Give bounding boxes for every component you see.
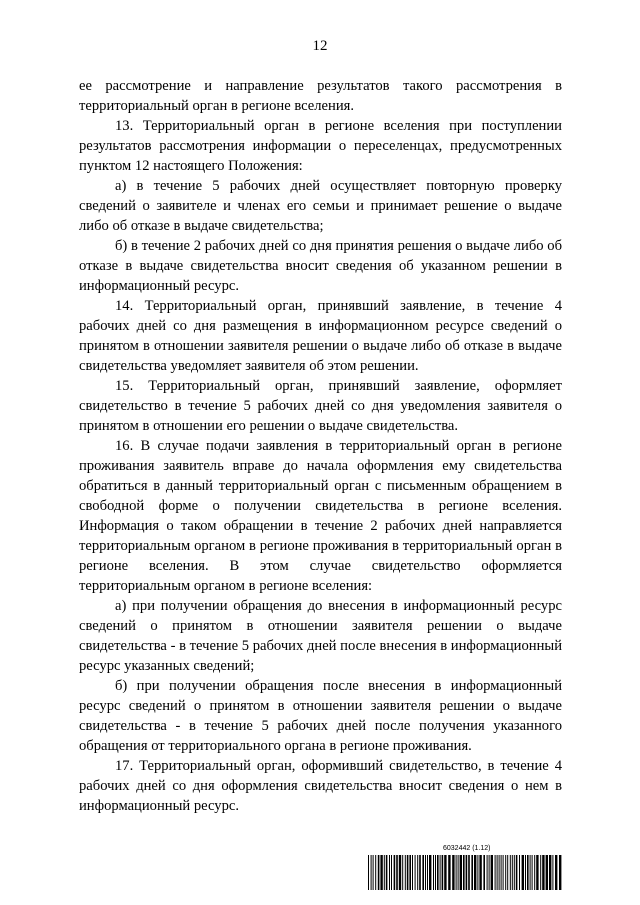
paragraph-16b: б) при получении обращения после внесения в информационный ресурс сведений о принятом в отношении заявителя решении о выдаче свидетельства - в течение 5 рабочих дней после получения указанного обращения от территориального органа в регионе проживания. <box>79 678 562 754</box>
paragraph-17: 17. Территориальный орган, оформивший свидетельство, в течение 4 рабочих дней со дня оформления свидетельства вносит сведения о нем в информационный ресурс. <box>79 758 562 814</box>
paragraph-16a: а) при получении обращения до внесения в информационный ресурс сведений о принятом в отношении заявителя решении о выдаче свидетельства - в течение 5 рабочих дней после внесения в информационный ресурс указанных сведений; <box>79 598 562 674</box>
paragraph-16: 16. В случае подачи заявления в территориальный орган в регионе проживания заявитель вправе до начала оформления ему свидетельства обратиться в данный территориальный орган с письменным обращением в свободной форме о получении свидетельства в регионе вселения. Информация о таком обращении в течение 2 рабочих дней направляется территориальным органом в регионе проживания в территориальный орган в регионе вселения. В этом случае свидетельство оформляется территориальным органом в регионе вселения: <box>79 438 562 594</box>
barcode-label: 6032442 (1.12) <box>443 845 491 852</box>
barcode-icon <box>368 855 563 890</box>
paragraph-continuation: ее рассмотрение и направление результатов такого рассмотрения в территориальный орган в регионе вселения. <box>79 78 562 114</box>
paragraph-15: 15. Территориальный орган, принявший заявление, оформляет свидетельство в течение 5 рабочих дней со дня уведомления заявителя о принятом в отношении его решении о выдаче свидетельства. <box>79 378 562 434</box>
document-body <box>79 76 562 816</box>
paragraph-13a: а) в течение 5 рабочих дней осуществляет повторную проверку сведений о заявителе и членах его семьи и принимает решение о выдаче либо об отказе в выдаче свидетельства; <box>79 178 562 234</box>
barcode-block <box>368 845 563 891</box>
page-number: 12 <box>312 38 328 54</box>
paragraph-14: 14. Территориальный орган, принявший заявление, в течение 4 рабочих дней со дня размещения в информационном ресурсе сведений о принятом в отношении заявителя решении о выдаче либо об отказе в выдаче свидетельства уведомляет заявителя об этом решении. <box>79 298 562 374</box>
paragraph-13: 13. Территориальный орган в регионе вселения при поступлении результатов рассмотрения информации о переселенцах, предусмотренных пунктом 12 настоящего Положения: <box>79 118 562 174</box>
paragraph-13b: б) в течение 2 рабочих дней со дня принятия решения о выдаче либо об отказе в выдаче свидетельства вносит сведения об указанном решении в информационный ресурс. <box>79 238 562 294</box>
